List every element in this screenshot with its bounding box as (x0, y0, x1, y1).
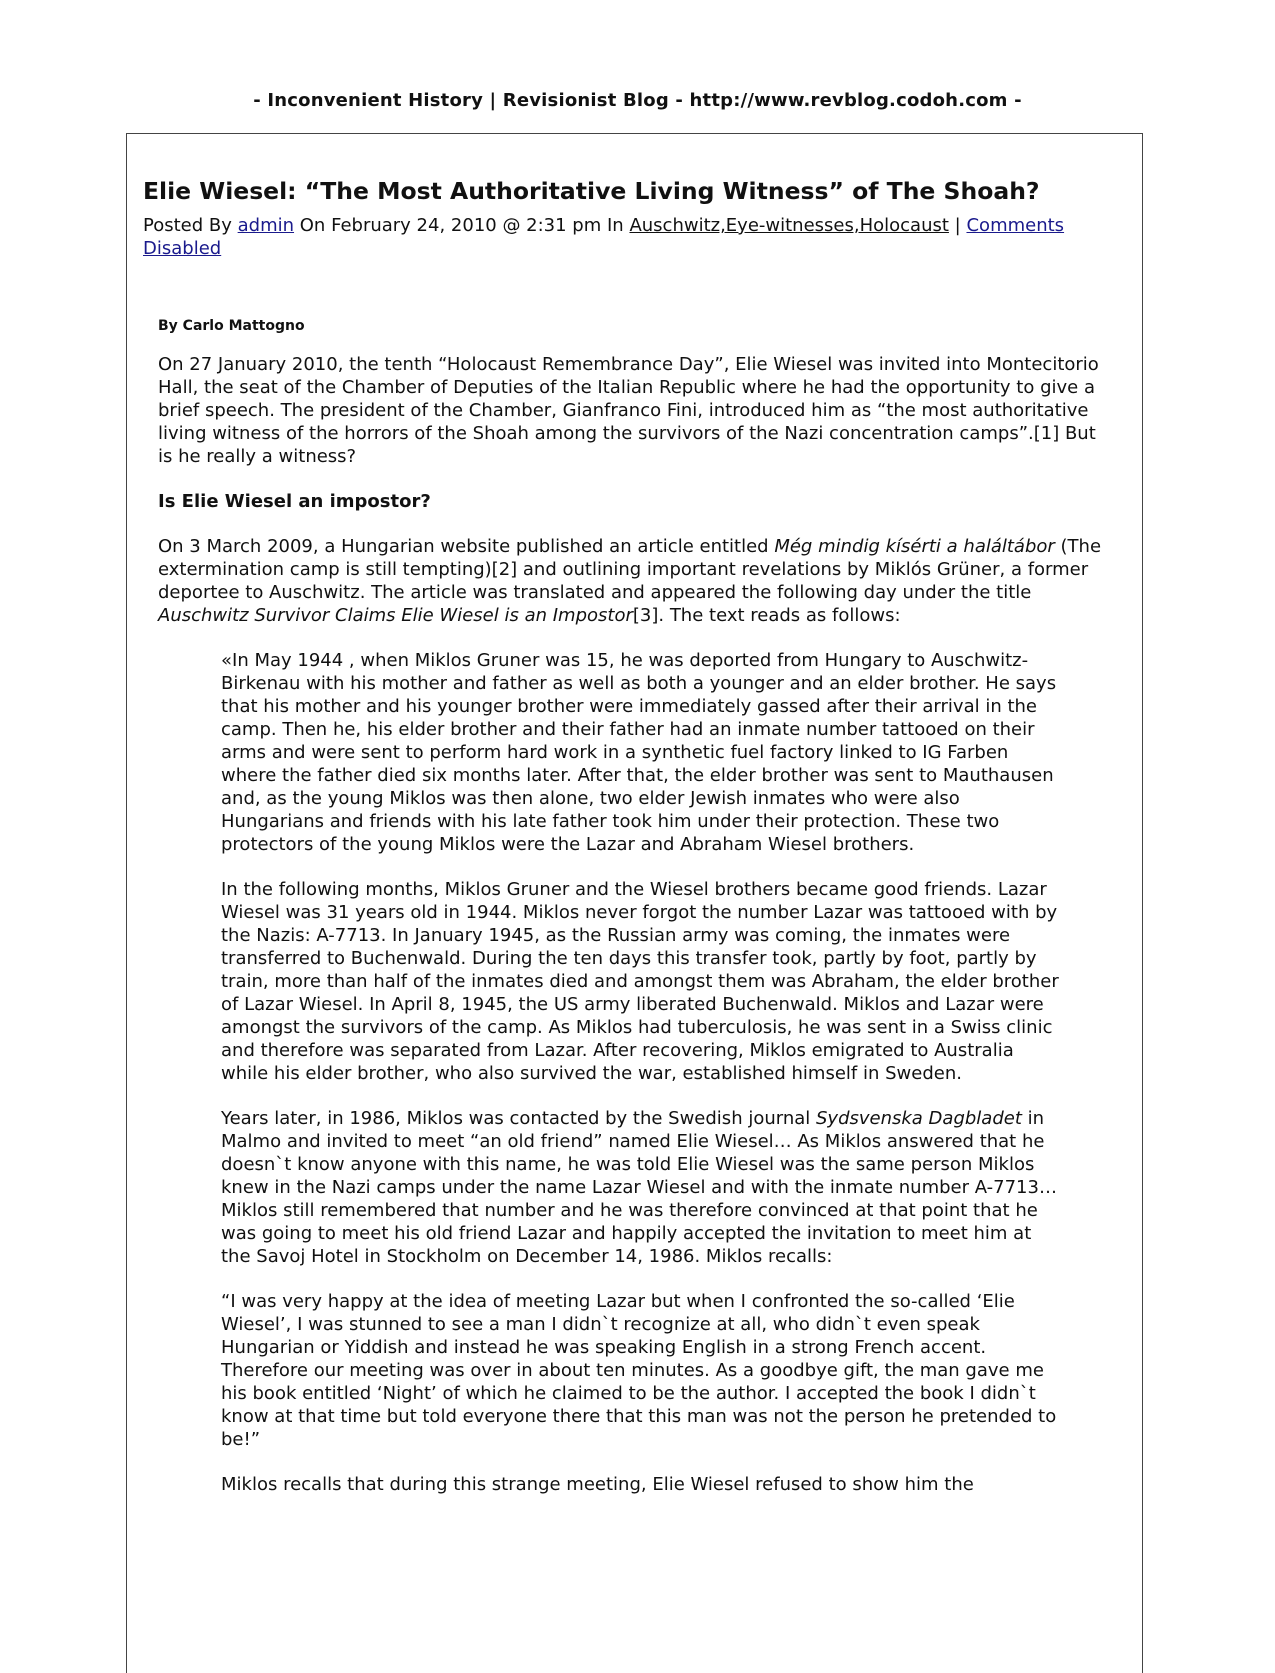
post-body (158, 316, 1108, 1518)
author-link[interactable]: admin (237, 215, 295, 236)
meta-separator: | (954, 215, 961, 236)
paragraph-2 (158, 535, 1108, 627)
category-links[interactable]: Auschwitz,Eye-witnesses,Holocaust (629, 215, 949, 236)
p2-italic-hungarian-title: Még mindig kísérti a haláltábor (774, 536, 1055, 557)
quote-paragraph-2: In the following months, Miklos Gruner and the Wiesel brothers became good friends. Lazar Wiesel was 31 years old in 1944. Miklos never forgot the number Lazar was tattooed with by the Nazis: A-7713. In January 1945, as the Russian army was coming, the inmates were transferred to Buchenwald. During the ten days this transfer took, partly by foot, partly by train, more than half of the inmates died and amongst them was Abraham, the elder brother of Lazar Wiesel. In April 8, 1945, the US army liberated Buchenwald. Miklos and Lazar were amongst the survivors of the camp. As Miklos had tuberculosis, he was sent in a Swiss clinic and therefore was separated from Lazar. After recovering, Miklos emigrated to Australia while his elder brother, who also survived the war, established himself in Sweden. (221, 879, 1059, 1084)
paragraph-1: On 27 January 2010, the tenth “Holocaust Remembrance Day”, Elie Wiesel was invited into Montecitorio Hall, the seat of the Chamber of Deputies of the Italian Republic where he had the opportunity to give a brief speech. The president of the Chamber, Gianfranco Fini, introduced him as “the most authoritative living witness of the horrors of the Shoah among the survivors of the Nazi concentration camps”.[1] But is he really a witness? (158, 354, 1099, 467)
quote-paragraph-5: Miklos recalls that during this strange meeting, Elie Wiesel refused to show him the (221, 1474, 974, 1495)
quote-paragraph-4: “I was very happy at the idea of meeting Lazar but when I confronted the so-called ‘Elie Wiesel’, I was stunned to see a man I didn`t recognize at all, who didn`t even speak Hungarian or Yiddish and instead he was speaking English in a strong French accent. Therefore our meeting was over in about ten minutes. As a goodbye gift, the man gave me his book entitled ‘Night’ of which he claimed to be the author. I accepted the book I didn`t know at that time but told everyone there that this man was not the person he pretended to be!” (221, 1291, 1057, 1450)
byline: By Carlo Mattogno (158, 318, 305, 334)
in-label: In (607, 215, 624, 236)
p2-italic-english-title: Auschwitz Survivor Claims Elie Wiesel is an Impostor (158, 605, 633, 626)
q3-text-a: Years later, in 1986, Miklos was contacted by the Swedish journal (221, 1108, 816, 1129)
quote-paragraph-3 (221, 1107, 1061, 1268)
quote-paragraph-1: «In May 1944 , when Miklos Gruner was 15, he was deported from Hungary to Auschwitz-Birkenau with his mother and father as well as both a younger and an elder brother. He says that his mother and his younger brother were immediately gassed after their arrival in the camp. Then he, his elder brother and their father had an inmate number tattooed on their arms and were sent to perform hard work in a synthetic fuel factory linked to IG Farben where the father died six months later. After that, the elder brother was sent to Mauthausen and, as the young Miklos was then alone, two elder Jewish inmates who were also Hungarians and friends with his late father took him under their protection. These two protectors of the young Miklos were the Lazar and Abraham Wiesel brothers. (221, 650, 1057, 855)
post-date: February 24, 2010 @ 2:31 pm (331, 215, 602, 236)
site-header: - Inconvenient History | Revisionist Blog - http://www.revblog.codoh.com - (253, 90, 1022, 111)
blockquote (221, 649, 1061, 1496)
p2-text-a: On 3 March 2009, a Hungarian website published an article entitled (158, 536, 775, 557)
comments-link[interactable]: Comments Disabled (143, 215, 1065, 259)
q3-text-b: in Malmo and invited to meet “an old friend” named Elie Wiesel… As Miklos answered that he doesn`t know anyone with this name, he was told Elie Wiesel was the same person Miklos knew in the Nazi camps under the name Lazar Wiesel and with the inmate number A-7713… Miklos still remembered that number and he was therefore convinced at that point that he was going to meet his old friend Lazar and happily accepted the invitation to meet him at the Savoj Hotel in Stockholm on December 14, 1986. Miklos recalls: (221, 1108, 1057, 1267)
p2-text-c: [3]. The text reads as follows: (632, 605, 901, 626)
posted-by-label: Posted By (143, 215, 232, 236)
post-meta (143, 214, 1133, 260)
q3-italic-journal: Sydsvenska Dagbladet (815, 1108, 1022, 1129)
p2-text-b: (The extermination camp is still tempting)[2] and outlining important revelations by Miklós Grüner, a former deportee to Auschwitz. The article was translated and appeared the following day under the title (158, 536, 1102, 603)
on-label: On (299, 215, 326, 236)
post-title: Elie Wiesel: “The Most Authoritative Living Witness” of The Shoah? (143, 177, 1040, 205)
section-heading: Is Elie Wiesel an impostor? (158, 491, 431, 512)
